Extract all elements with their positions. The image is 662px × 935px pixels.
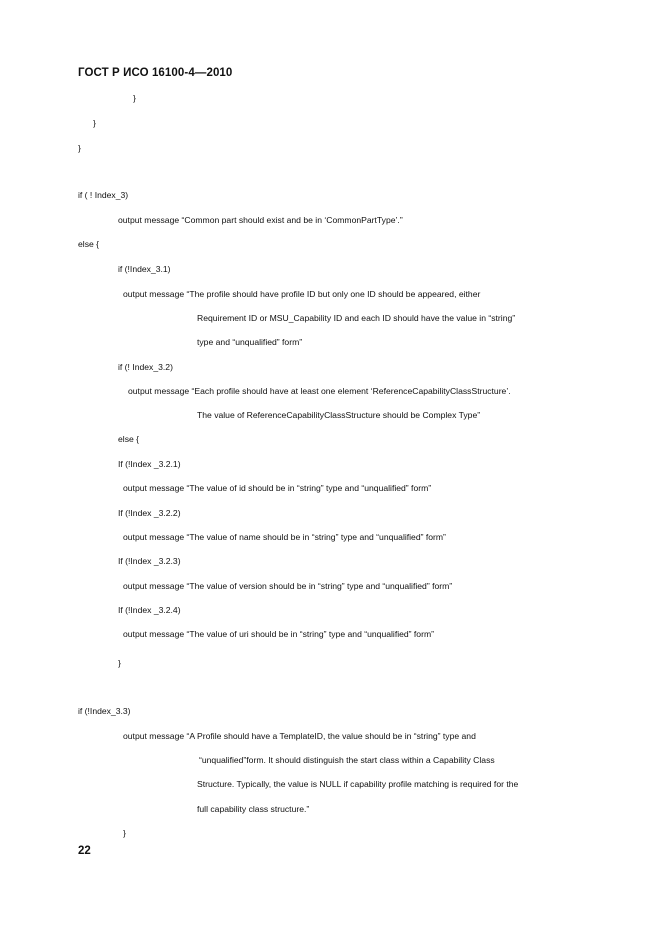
code-line: type and “unqualified” form” <box>197 337 303 347</box>
code-line: else { <box>78 239 100 249</box>
code-line: } <box>78 143 81 153</box>
code-line: output message “A Profile should have a TemplateID, the value should be in “string” type and <box>123 731 476 741</box>
code-line: if (!Index_3.3) <box>78 706 131 716</box>
code-line: Requirement ID or MSU_Capability ID and each ID should have the value in “string” <box>197 313 516 323</box>
code-line: “unqualified”form. It should distinguish the start class within a Capability Class <box>199 755 495 765</box>
code-line: if (! Index_3.2) <box>118 362 173 372</box>
code-line: If (!Index _3.2.1) <box>118 459 181 469</box>
code-line: output message “The value of name should be in “string” type and “unqualified” form” <box>123 532 446 542</box>
code-line: If (!Index _3.2.3) <box>118 556 181 566</box>
document-header: ГОСТ Р ИСО 16100-4—2010 <box>78 67 233 79</box>
code-line: output message “The value of id should be in “string” type and “unqualified” form” <box>123 483 432 493</box>
code-line: output message “Each profile should have at least one element ‘ReferenceCapabilityClassStructure’. <box>128 386 511 396</box>
code-line: If (!Index _3.2.4) <box>118 605 181 615</box>
page-number: 22 <box>78 845 91 857</box>
code-line: output message “Common part should exist and be in ‘CommonPartType’.” <box>118 215 403 225</box>
code-line: } <box>133 93 136 103</box>
code-line: if (!Index_3.1) <box>118 264 171 274</box>
code-line: Structure. Typically, the value is NULL if capability profile matching is required for the <box>197 779 519 789</box>
code-line: output message “The value of uri should be in “string” type and “unqualified” form” <box>123 629 434 639</box>
code-line: full capability class structure.” <box>197 804 310 814</box>
code-line: } <box>118 658 121 668</box>
code-line: } <box>93 118 96 128</box>
code-line: output message “The value of version should be in “string” type and “unqualified” form” <box>123 581 453 591</box>
code-line: The value of ReferenceCapabilityClassStructure should be Complex Type” <box>197 410 481 420</box>
code-line: If (!Index _3.2.2) <box>118 508 181 518</box>
code-line: else { <box>118 434 140 444</box>
code-line: if ( ! Index_3) <box>78 190 129 200</box>
code-line: output message “The profile should have profile ID but only one ID should be appeared, either <box>123 289 481 299</box>
code-line: } <box>123 828 126 838</box>
